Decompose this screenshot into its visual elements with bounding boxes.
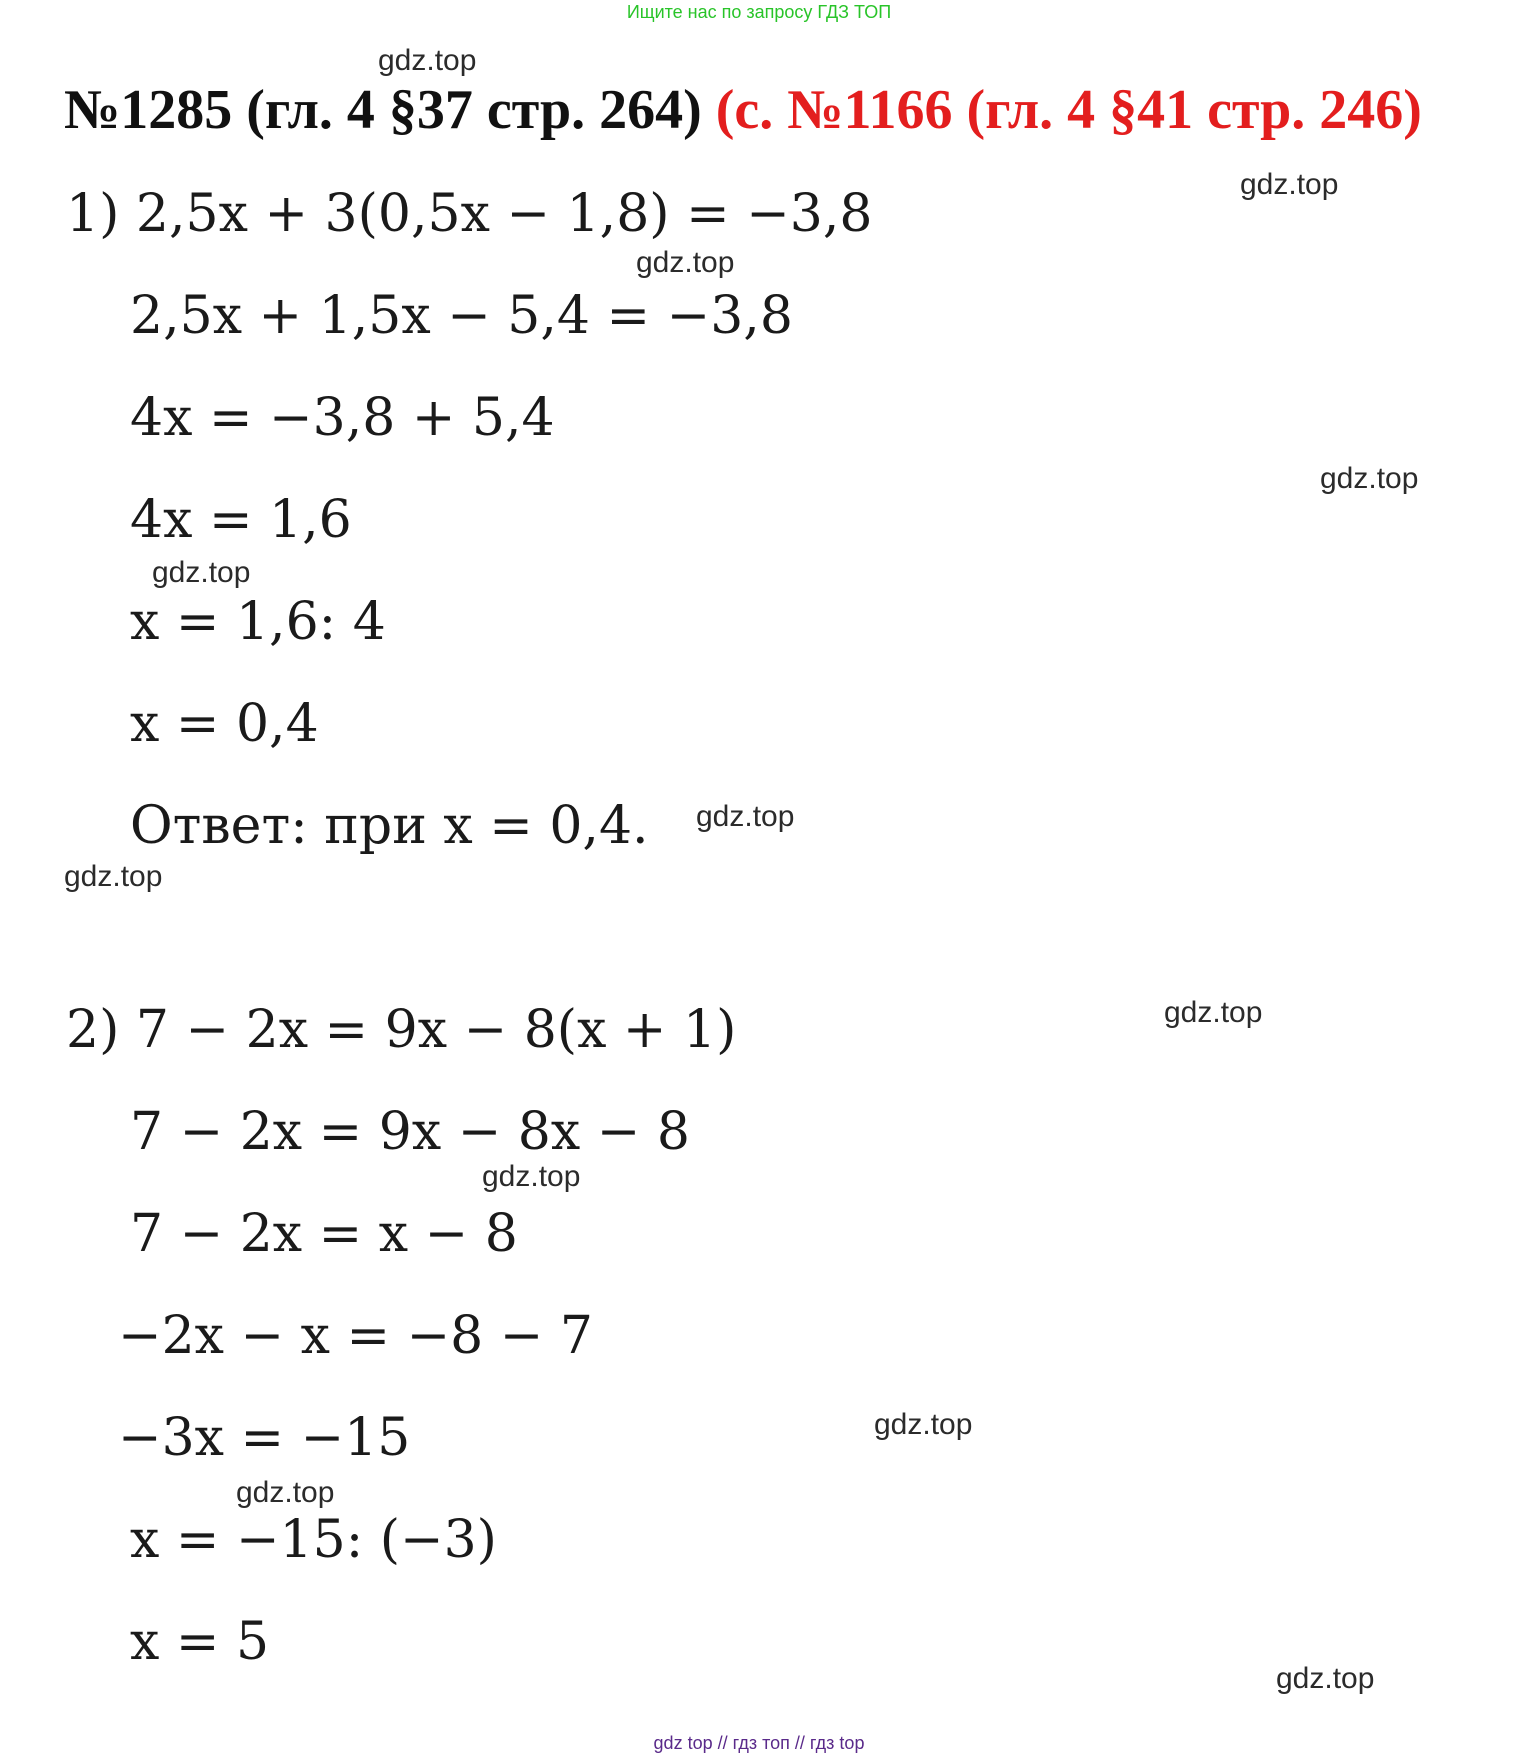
equation-line: 7 − 2x = x − 8 — [130, 1204, 518, 1264]
watermark: gdz.top — [64, 860, 163, 893]
equation-line: x = 1,6: 4 — [130, 592, 386, 652]
watermark: gdz.top — [696, 800, 795, 833]
watermark: gdz.top — [874, 1408, 973, 1441]
equation-line: 1) 2,5x + 3(0,5x − 1,8) = −3,8 — [66, 184, 873, 244]
equation-line: 4x = −3,8 + 5,4 — [130, 388, 555, 448]
equation-line: −2x − x = −8 − 7 — [118, 1306, 593, 1366]
equation-line: 2,5x + 1,5x − 5,4 = −3,8 — [130, 286, 793, 346]
equation-line: 7 − 2x = 9x − 8x − 8 — [130, 1102, 690, 1162]
watermark: gdz.top — [482, 1160, 581, 1193]
equation-line: −3x = −15 — [118, 1408, 411, 1468]
watermark: gdz.top — [378, 44, 477, 77]
footer: gdz top // гдз топ // гдз top — [653, 1733, 865, 1753]
equation-line: 2) 7 − 2x = 9x − 8(x + 1) — [66, 1000, 737, 1060]
title-alt: (с. №1166 (гл. 4 §41 стр. 246) — [715, 79, 1422, 141]
watermark: gdz.top — [236, 1476, 335, 1509]
equation-line: 4x = 1,6 — [130, 490, 352, 550]
equation-line: x = −15: (−3) — [130, 1510, 497, 1570]
watermark: gdz.top — [1240, 168, 1339, 201]
answer-line: Ответ: при x = 0,4. — [130, 796, 649, 856]
equation-line: x = 5 — [130, 1612, 270, 1672]
equation-line: x = 0,4 — [130, 694, 319, 754]
top-banner: Ищите нас по запросу ГДЗ ТОП — [626, 2, 892, 22]
page-title — [64, 78, 1422, 142]
watermark: gdz.top — [1276, 1662, 1375, 1695]
watermark: gdz.top — [1320, 462, 1419, 495]
title-main: №1285 (гл. 4 §37 стр. 264) — [64, 79, 702, 141]
watermark: gdz.top — [1164, 996, 1263, 1029]
watermark: gdz.top — [152, 556, 251, 589]
watermark: gdz.top — [636, 246, 735, 279]
